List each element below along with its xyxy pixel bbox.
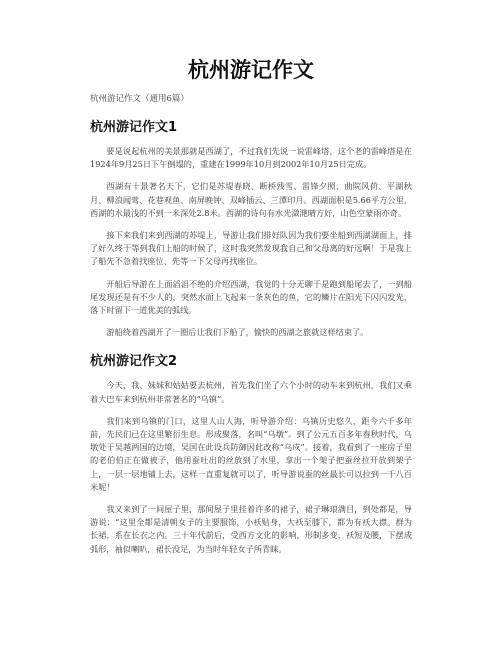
paragraph: 接下来我们来到西湖的苏堤上，导游让我们排好队因为我们要坐船到西湖湖面上，排了好久终于等到我们上船的时候了，这时我突然发现我自己和父母离的好远啊！于是我上了船先不急着找座位、先等一下父母再找座位。 bbox=[90, 230, 412, 267]
paragraph: 游船绕着西湖开了一圈后让我们下船了，愉快的西湖之旅就这样结束了。 bbox=[106, 327, 369, 338]
paragraph: 今天，我、妹妹和姑姑要去杭州，首先我们坐了六个小时的动车来到杭州，我们又乘着大巴车来到杭州非常著名的“乌镇”。 bbox=[90, 380, 412, 404]
section-heading: 杭州游记作文1 bbox=[90, 120, 178, 135]
document-subtitle: 杭州游记作文（通用6篇） bbox=[90, 94, 189, 104]
section-2 bbox=[90, 353, 412, 555]
section-heading: 杭州游记作文2 bbox=[90, 354, 178, 370]
paragraph: 西湖有十景著名天下，它们是苏堤春晓、断桥残雪、雷锋夕照、曲院风荷、平湖秋月、柳浪闻莺、花巷观鱼、南屏晚钟、双峰插云、三潭印月。西湖面积是5.66平方公里，西湖的水最浅的不到一米深处2.8米。西湖的诗句有水光潋滟晴方好，山色空蒙雨亦奇。 bbox=[90, 181, 412, 218]
paragraph: 开船后导游在上面滔滔不绝的介绍西湖，我觉的十分无聊于是跑到船尾去了，一到船尾发现还是有不少人的，突然水面上飞起来一条灰色的鱼，它的鳞片在阳光下闪闪发光，落下时留下一道优美的弧线。 bbox=[90, 278, 412, 316]
paragraph: 要是说起杭州的美景那就是西湖了，不过我们先说一说雷峰塔，这个老的雷峰塔是在1924年9月25日下午倒塌的，重建在1999年10月到2002年10月25日完成。 bbox=[90, 146, 412, 170]
paragraph: 我又来到了一间屋子里，那间屋子里挂着许多的裙子，裙子琳琅满目，到处都是，导游说：“这里全都是清朝女子的主要服饰，小袄贴身，大袄至膝下，都为有袄大襟。群为长裙，系在长衣之内。三十年代前后，受西方文化的影响，形制多变，袄短及腰，下摆成弧形，袖似喇叭，裙长没足，为当时年轻女子所青睐。 bbox=[90, 504, 412, 554]
document-page bbox=[90, 56, 412, 565]
section-1 bbox=[90, 119, 412, 339]
paragraph: 我们来到乌镇的门口，这里人山人海，听导游介绍：乌镇历史悠久，距今六千多年前，先民们已在这里繁衍生息。形成聚落，名叫“乌墩”。到了公元五百多年春秋时代，乌墩处于吴越两国的边境，吴国在此设兵防御因此改称“乌戍”。接着，我看到了一座房子里的老伯伯正在做被子，他用蚕吐出的丝放到了水里，拿出一个架子把蚕丝拉开放到架子上，一层一层地铺上去，这样一直重复就可以了，听导游说蚕的丝最长可以拉到一千八百米呢！ bbox=[90, 415, 412, 492]
document-title: 杭州游记作文 bbox=[188, 58, 314, 82]
